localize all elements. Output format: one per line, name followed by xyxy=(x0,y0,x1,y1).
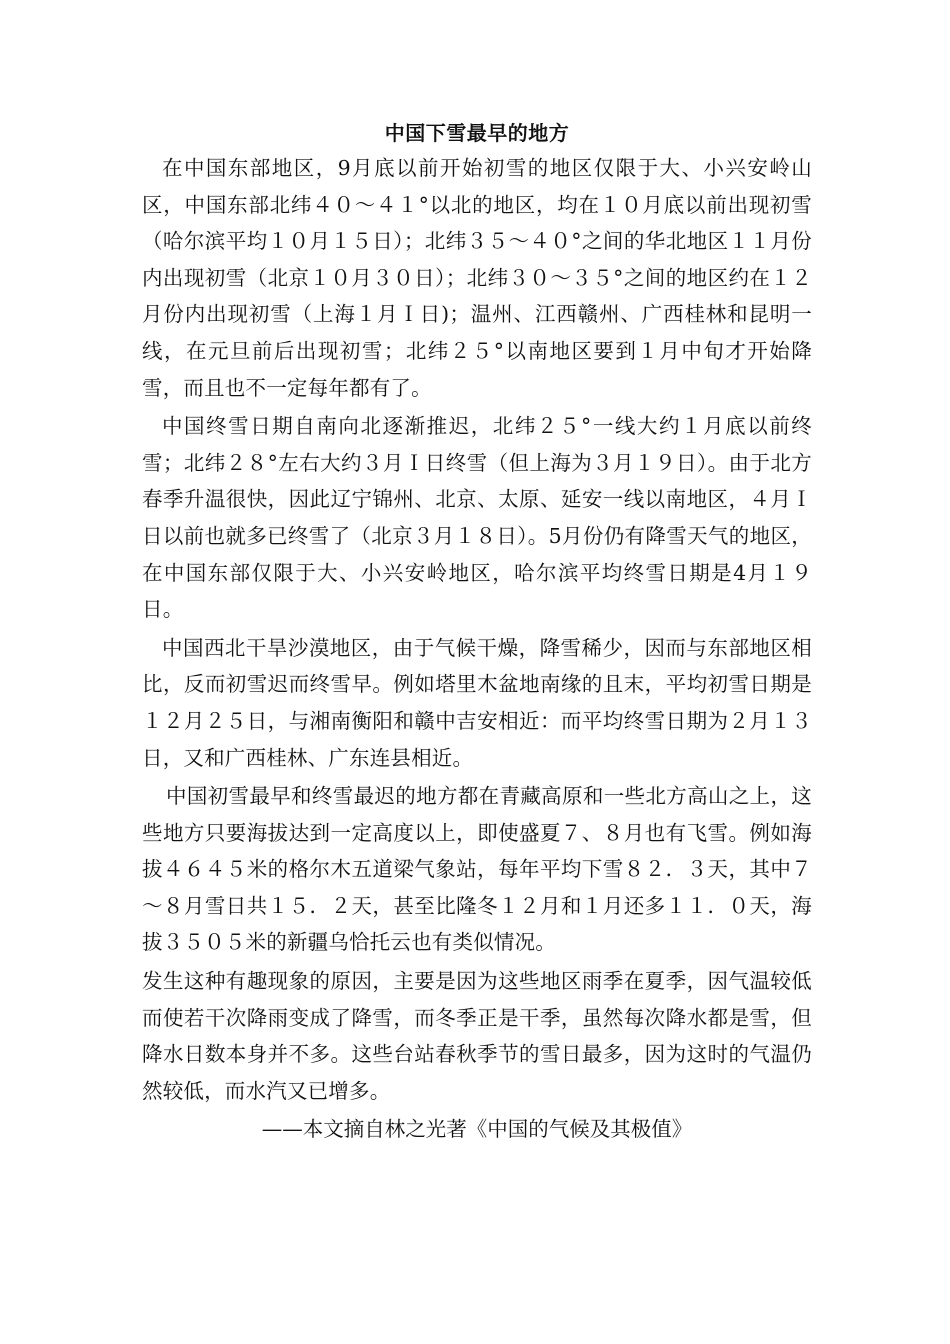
paragraph-plateau-highlands: 中国初雪最早和终雪最迟的地方都在青藏高原和一些北方高山之上，这些地方只要海拔达到一定高度以上，即使盛夏７、８月也有飞雪。例如海拔４６４５米的格尔木五道梁气象站，每年平均下雪８２．３天，其中７～８月雪日共１５．２天，甚至比隆冬１２月和１月还多１１．０天，海拔３５０５米的新疆乌恰托云也有类似情况。 xyxy=(142,784,812,955)
paragraph-northwest-desert: 中国西北干旱沙漠地区，由于气候干燥，降雪稀少，因而与东部地区相比，反而初雪迟而终雪早。例如塔里木盆地南缘的且末，平均初雪日期是１２月２５日，与湘南衡阳和赣中吉安相近：而平均终雪日期为２月１３日，又和广西桂林、广东连县相近。 xyxy=(142,635,812,770)
paragraph-first-snow-east: 在中国东部地区，9月底以前开始初雪的地区仅限于大、小兴安岭山区，中国东部北纬４０～４１°以北的地区，均在１０月底以前出现初雪（哈尔滨平均１０月１５日）；北纬３５～４０°之间的华北地区１１月份内出现初雪（北京１０月３０日）；北纬３０～３５°之间的地区约在１２月份内出现初雪（上海１月Ｉ日)；温州、江西赣州、广西桂林和昆明一线，在元旦前后出现初雪；北纬２５°以南地区要到１月中旬才开始降雪，而且也不一定每年都有了。 xyxy=(142,156,812,400)
document-title: 中国下雪最早的地方 xyxy=(384,121,570,145)
document-page xyxy=(142,118,812,1147)
paragraph-last-snow-dates: 中国终雪日期自南向北逐渐推迟，北纬２５°一线大约１月底以前终雪；北纬２８°左右大约３月Ｉ日终雪（但上海为３月１９日）。由于北方春季升温很快，因此辽宁锦州、北京、太原、延安一线以南地区，４月Ｉ日以前也就多已终雪了（北京３月１８日）。5月份仍有降雪天气的地区，在中国东部仅限于大、小兴安岭地区，哈尔滨平均终雪日期是4月１９日。 xyxy=(142,414,812,622)
paragraph-cause-explanation: 发生这种有趣现象的原因，主要是因为这些地区雨季在夏季，因气温较低而使若干次降雨变成了降雪，而冬季正是干季，虽然每次降水都是雪，但降水日数本身并不多。这些台站春秋季节的雪日最多，因为这时的气温仍然较低，而水汽又已增多。 xyxy=(142,969,812,1103)
source-citation: ——本文摘自林之光著《中国的气候及其极值》 xyxy=(261,1117,693,1142)
